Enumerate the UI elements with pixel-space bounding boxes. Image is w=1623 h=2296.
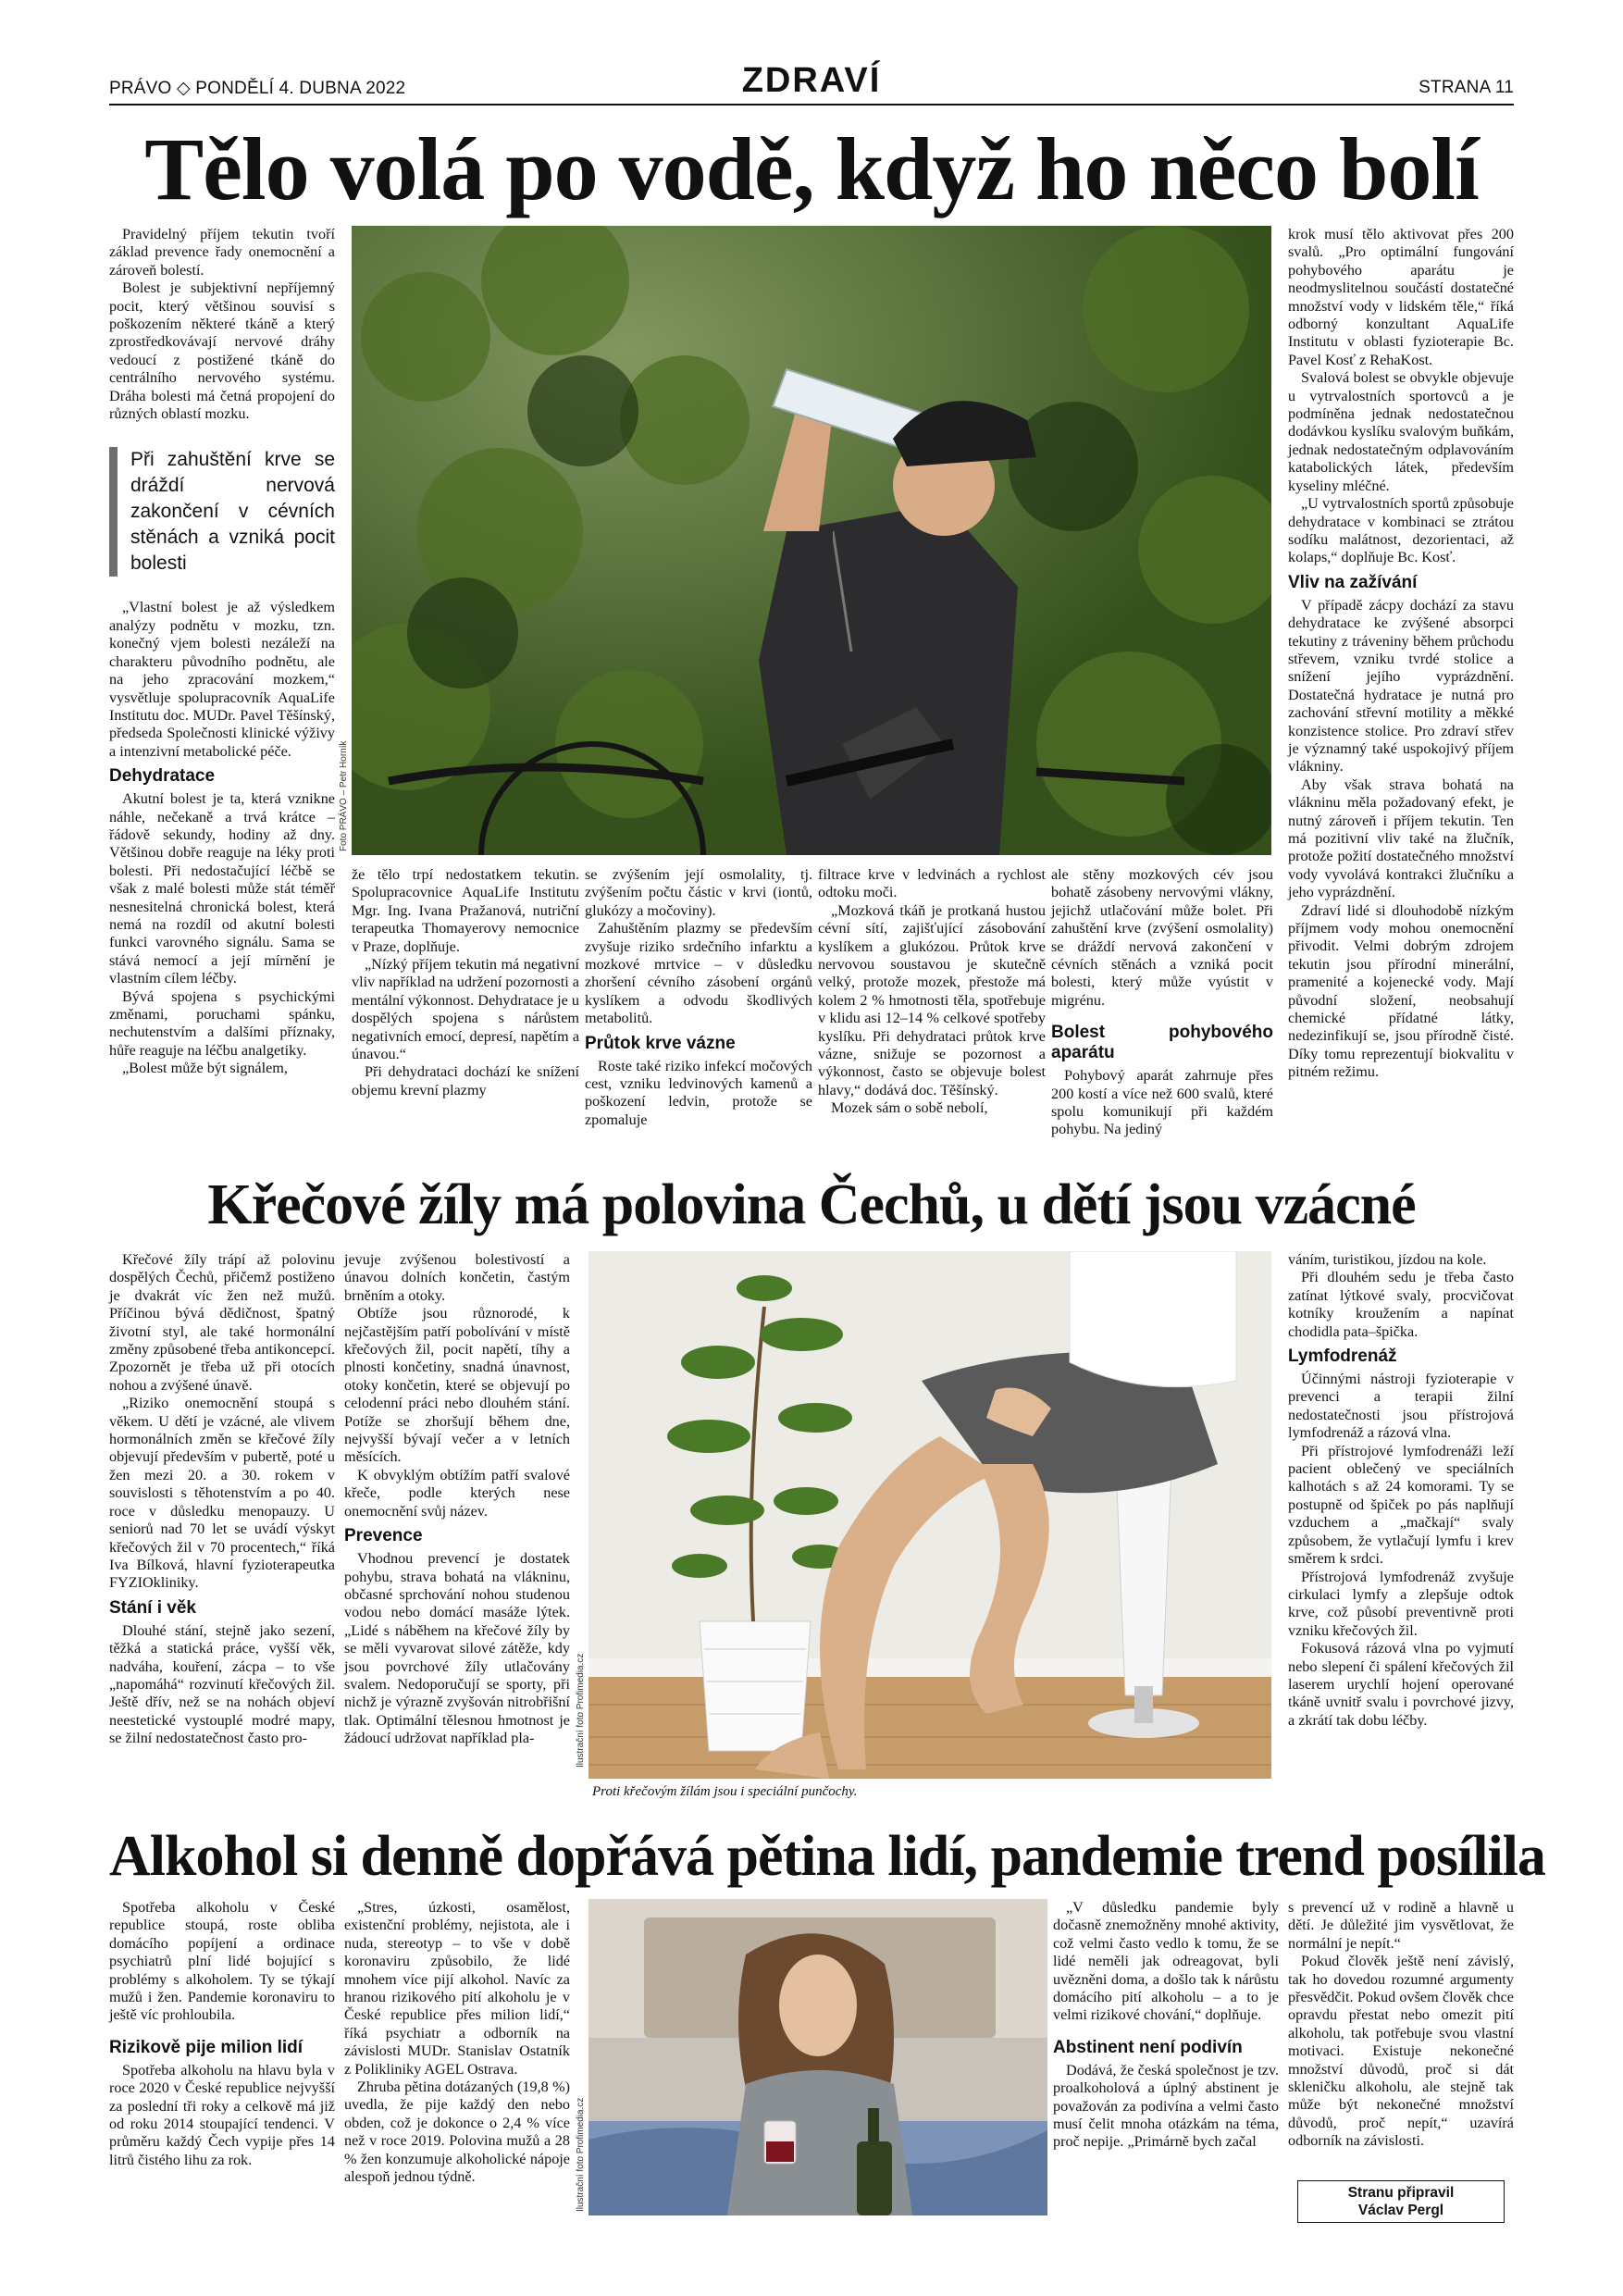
article1-paragraph: „Nízký příjem tekutin má negativní vliv například na udržení pozornosti a mentální výkonnost. Dehydratace je u dospělých spojena s nárůstem negativních emocí, depresí, napětím a únavou.“	[352, 956, 579, 1063]
author-box	[1297, 2180, 1505, 2223]
article1-paragraph: Bývá spojena s psychickými změnami, poruchami spánku, nechutenstvím a dalšími příznaky, hůře reaguje na léčbu analgetiky.	[109, 987, 335, 1059]
subheading: Bolest pohybového aparátu	[1051, 1023, 1273, 1063]
article2-paragraph: Při přístrojové lymfodrenáži leží pacient oblečený ve speciálních kalhotách s až 24 komorami. Ty se postupně od špiček po pás naplňují vzduchem a „mačkají“ svaly způsobem, že vytlačují lymfu i krev směrem k srdci.	[1288, 1442, 1514, 1568]
article2-paragraph: „Riziko onemocnění stoupá s věkem. U dětí je vzácné, ale vlivem hormonálních změn se křečové žíly objevují především v pubertě, poté u žen mezi 20. a 30. rokem v souvislosti s těhotenstvím a po 40. roce v důsledku menopauzy. U seniorů nad 70 let se uvádí výskyt křečových žil v 70 procentech,“ říká Iva Bílková, hlavní fyzioterapeutka FYZIOkliniky.	[109, 1395, 335, 1592]
article1-paragraph: V případě zácpy dochází za stavu dehydratace ke zvýšené absorpci tekutiny z tráveniny během průchodu střevem, vzniku tvrdé stolice a snížení jejího vyprázdnění. Dostatečná hydratace je nutná pro zachování střevní motility a měkké konzistence stolice. Pro zdraví střev je významný také uspokojivý příjem vlákniny.	[1288, 596, 1514, 776]
article2-title: Křečové žíly má polovina Čechů, u dětí jsou vzácné	[207, 1173, 1416, 1236]
subheading: Lymfodrenáž	[1288, 1347, 1397, 1367]
article3-col4	[1288, 1899, 1514, 2151]
article1-paragraph: Zahuštěním plazmy se především zvyšuje riziko srdečního infarktu a mozkové mrtvice – v důsledku zhoršení cévního zásobení orgánů kyslíkem a odvodu škodlivých metabolitů.	[585, 920, 812, 1027]
article1-paragraph: „Bolest může být signálem,	[122, 1060, 288, 1077]
cyclist-photo	[352, 226, 1271, 855]
photo-credit: Ilustrační foto Profimedia.cz	[576, 2097, 586, 2212]
article1-paragraph: Zdraví lidé si dlouhodobě nízkým příjmem vody mohou onemocnění přivodit. Velmi dobrým zdrojem tekutin jsou přírodní minerální, pramenité a kojenecké vody. Mají původní složení, neobsahují chemické přídatné látky, nedezinfikují se, jsou přírodně čisté. Díky tomu reprezentují biokvalitu v pitném režimu.	[1288, 901, 1514, 1081]
article1-col5	[1051, 866, 1273, 1139]
page-number: STRANA 11	[1419, 78, 1514, 97]
article1-col1	[109, 226, 335, 1078]
article1-paragraph: Bolest je subjektivní nepříjemný pocit, který většinou souvisí s poškozením některé tkáně a který zprostředkovávají nervové dráhy vedoucí z postižené tkáně do centrálního nervového systému. Dráha bolesti má četná propojení do různých oblastí mozku.	[109, 279, 335, 423]
article1-paragraph: „U vytrvalostních sportů způsobuje dehydratace v kombinaci se ztrátou sodíku malátnost, dezorientaci, až kolaps,“ doplňuje Bc. Kosť.	[1288, 495, 1514, 566]
subheading: Průtok krve vázne	[585, 1033, 736, 1053]
article1-paragraph: Aby však strava bohatá na vlákninu měla požadovaný efekt, je nutný zároveň i příjem tekutin. Ten má pozitivní vliv také na žlučník, protože požití dostatečného množství vody vyvolává kontrakci žlučníku a jeho vyprázdnění.	[1288, 776, 1514, 901]
article1-title: Tělo volá po vodě, když ho něco bolí	[144, 119, 1479, 218]
header-rule	[109, 104, 1514, 105]
subheading: Dehydratace	[109, 766, 216, 787]
article1-lead: Pravidelný příjem tekutin tvoří základ prevence řady onemocnění a zároveň bolestí.	[109, 226, 335, 279]
stockings-illustration	[588, 1251, 1271, 1779]
article3-col1	[109, 1899, 335, 2169]
article1-paragraph: krok musí tělo aktivovat přes 200 svalů. „Pro optimální fungování pohybového aparátu je neodmyslitelnou součástí dostatečné množství vody v lidském těle,“ říká odborný konzultant AquaLife Institutu v oblasti fyzioterapie Bc. Pavel Kosť z RehaKost.	[1288, 226, 1514, 368]
photo-credit: Foto PRÁVO – Petr Horník	[339, 740, 349, 851]
article1-paragraph: „Vlastní bolest je až výsledkem analýzy podnětu v mozku, tzn. konečný vjem bolesti nezáleží na charakteru původního podnětu, ale na jeho zpracování mozkem,“ vysvětluje spolupracovník AquaLife Institutu doc. MUDr. Pavel Těšínský, předseda Společnosti klinické výživy a intenzivní metabolické péče.	[109, 599, 335, 760]
article3-title: Alkohol si denně dopřává pětina lidí, pandemie trend posílila	[109, 1825, 1545, 1888]
cyclist-illustration	[352, 226, 1271, 855]
article3-paragraph: Spotřeba alkoholu v České republice stoupá, roste obliba domácího popíjení a ordinace psychiatrů plní lidé bojující s problémy s alkoholem. Ty se týkají mužů i žen. Pandemie koronaviru to ještě víc prohloubila.	[109, 1899, 335, 2024]
article2-paragraph: Dlouhé stání, stejně jako sezení, těžká a statická práce, vyšší věk, nadváha, kouření, zácpa – to vše „napomáhá“ rozvinutí křečových žil. Ještě dřív, než se na nohách objeví neestetické vystouplé modré mapy, se žilní nedostatečnost často pro-	[109, 1621, 335, 1747]
subheading: Abstinent není podivín	[1053, 2037, 1243, 2057]
article1-paragraph: Mozek sám o sobě nebolí,	[831, 1099, 988, 1117]
author-name: Václav Pergl	[1357, 2203, 1444, 2218]
pull-quote: Při zahuštění krve se dráždí nervová zakončení v cévních stěnách a vzniká pocit bolesti	[109, 447, 335, 577]
article3-paragraph: Spotřeba alkoholu na hlavu byla v roce 2020 v České republice nejvyšší za poslední tři roky a celkově má již od roku 2014 stoupající tendenci. V průměru každý Čech vypije přes 14 litrů čistého lihu za rok.	[109, 2061, 335, 2168]
photo-caption: Proti křečovým žílám jsou i speciální punčochy.	[592, 1784, 858, 1799]
article2-paragraph: Obtíže jsou různorodé, k nejčastějším patří pobolívání v místě křečových žil, pocit napětí, tíhy a plnosti končetiny, snadná únavnost, otoky končetin, které se objevují po celodenní práci nebo dlouhém stání. Potíže se zhoršují během dne, nejvyšší bývají večer a v letních měsících.	[344, 1305, 570, 1466]
article1-paragraph: se zvýšením její osmolality, tj. zvýšením počtu částic v krvi (iontů, glukózy a močoviny).	[585, 866, 812, 919]
subheading: Vliv na zažívání	[1288, 572, 1418, 592]
article3-col3	[1053, 1899, 1279, 2152]
article3-paragraph: Zhruba pětina dotázaných (19,8 %) uvedla, že pije každý den nebo obden, což je dokonce o 2,4 % více než v roce 2019. Polovina mužů a 28 % žen konzumuje alkoholické nápoje alespoň jednou týdně.	[344, 2079, 570, 2186]
subheading: Rizikově pije milion lidí	[109, 2037, 304, 2057]
article1-paragraph: ale stěny mozkových cév jsou bohatě zásobeny nervovými vlákny, jejichž utlačování může bolet. Při zahuštění krve (zvýšení osmolality) se dráždí nervová zakončení v cévních stěnách a vzniká pocit bolesti, který může vyústit v migrénu.	[1051, 866, 1273, 1009]
article2-paragraph: Fokusová rázová vlna po vyjmutí nebo slepení či spálení křečových žil laserem urychlí hojení operované tkáně uvnitř svalu i povrchové jizvy, a zkrátí tak dobu léčby.	[1288, 1640, 1514, 1729]
subheading: Prevence	[344, 1526, 423, 1546]
alcohol-photo	[588, 1899, 1047, 2215]
article2-paragraph: Křečové žíly trápí až polovinu dospělých Čechů, přičemž postiženo je dvakrát víc žen než mužů. Příčinou bývá dědičnost, špatný životní styl, ale také hormonální změny způsobené třeba antikoncepcí. Zpozornět je třeba už při otocích nohou a zvýšené únavě.	[109, 1251, 335, 1394]
article1-col4	[818, 866, 1046, 1118]
section-rubric: ZDRAVÍ	[741, 61, 882, 100]
article3-col2	[344, 1899, 570, 2187]
article2-paragraph: K obvyklým obtížím patří svalové křeče, podle kterých nese onemocnění svůj název.	[344, 1466, 570, 1520]
article1-paragraph: Pohybový aparát zahrnuje přes 200 kostí a více než 600 svalů, které spolu komunikují při každém pohybu. Na jediný	[1051, 1067, 1273, 1138]
article1-paragraph: Roste také riziko infekcí močových cest, vzniku ledvinových kamenů a poškození ledvin, protože se zpomaluje	[585, 1057, 812, 1128]
article3-paragraph: Pokud člověk ještě není závislý, tak ho dovedou rozumné argumenty přesvědčit. Pokud ovšem člověk chce opravdu přestat nebo omezit pití alkoholu, tak potřebuje svou vlastní motivaci. Existuje nekonečné množství důvodů, proč si dát skleničku alkoholu, ale stejně tak může být nekonečné množství důvodů, proč nepít,“ uzavírá odborník na závislosti.	[1288, 1953, 1514, 2150]
article2-col1	[109, 1251, 335, 1748]
article3-paragraph: s prevencí už v rodině a hlavně u dětí. Je důležité jim vysvětlovat, že normální je nepít.“	[1288, 1899, 1514, 1952]
article1-paragraph: filtrace krve v ledvinách a rychlost odtoku moči.	[818, 866, 1046, 901]
author-box-label: Stranu připravil	[1347, 2185, 1455, 2201]
stockings-photo	[588, 1251, 1271, 1779]
article2-col2	[344, 1251, 570, 1748]
article2-paragraph: jevuje zvýšenou bolestivostí a únavou dolních končetin, častým brněním a otoky.	[344, 1251, 570, 1304]
article2-paragraph: Při dlouhém sedu je třeba často zatínat lýtkové svaly, procvičovat kotníky kroužením a napínat chodidla pata–špička.	[1288, 1269, 1514, 1340]
photo-credit: Ilustrační foto Profimedia.cz	[576, 1653, 586, 1768]
article3-paragraph: „V důsledku pandemie byly dočasně znemožněny mnohé aktivity, což velmi často vedlo k tomu, že se lidé neměli jak odreagovat, byli uvězněni doma, a došlo tak k nárůstu domácího pití alkoholu – a to je velmi rizikové chování,“ doplňuje.	[1053, 1899, 1279, 2024]
article1-col3	[585, 866, 812, 1129]
article1-paragraph: Akutní bolest je ta, která vznikne náhle, nečekaně a trvá krátce – řádově sekundy, hodiny až dny. Většinou dobře reaguje na léky proti bolesti. Při nedostačující léčbě se však z malé bolesti může stát téměř nesnesitelná chronická bolest, která nemá na rozdíl od akutní bolesti funkci varovného signálu. Sama se stává nemocí a její mírnění je vlastním cílem léčby.	[109, 790, 335, 987]
article1-paragraph: Svalová bolest se obvykle objevuje u vytrvalostních sportovců a je podmíněna jednak nedostatečnou dodávkou kyslíku svalovým buňkám, jednak nedostatečným odplavováním katabolických látek, především kyseliny mléčné.	[1288, 369, 1514, 494]
article1-right-col	[1288, 226, 1514, 1082]
article2-paragraph: Přístrojová lymfodrenáž zvyšuje cirkulaci lymfy a zlepšuje odtok krve, což působí preventivně proti vzniku křečových žil.	[1288, 1568, 1514, 1639]
article3-paragraph: „Stres, úzkosti, osamělost, existenční problémy, nejistota, ale i nuda, stereotyp – to vše v době koronaviru způsobilo, že lidé mnohem více pijí alkohol. Navíc za hranou rizikového pití alkoholu je v České republice přes milion lidí,“ říká psychiatr a odborník na závislosti MUDr. Stanislav Ostatník z Polikliniky AGEL Ostrava.	[344, 1899, 570, 2078]
article3-paragraph: Dodává, že česká společnost je tzv. proalkoholová a úplný abstinent je považován za podivína a velmi často musí čelit mnoha otázkám na téma, proč nepije. „Primárně bych začal	[1053, 2061, 1279, 2151]
article1-paragraph: že tělo trpí nedostatkem tekutin. Spolupracovnice AquaLife Institutu Mgr. Ing. Ivana Pražanová, nutriční terapeutka Thomayerovy nemocnice v Praze, doplňuje.	[352, 866, 579, 955]
article1-paragraph: „Mozková tkáň je protkaná hustou cévní sítí, zajišťující zásobování kyslíkem a glukózou. Průtok krve nervovou soustavou je skutečně velký, protože mozek, přestože má kolem 2 % hmotnosti těla, spotřebuje v klidu asi 12–14 % celkové spotřeby kyslíku. Při dehydrataci průtok krve vázne, snižuje se pozornost a výkonnost, často se objevuje bolest hlavy,“ dodává doc. Těšínský.	[818, 901, 1046, 1098]
article2-right-col	[1288, 1251, 1514, 1730]
woman-with-wine-illustration	[588, 1899, 1047, 2215]
article1-paragraph: Při dehydrataci dochází ke snížení objemu krevní plazmy	[352, 1063, 579, 1098]
article1-col2	[352, 866, 579, 1099]
article2-paragraph: Účinnými nástroji fyzioterapie v prevenci a terapii žilní nedostatečnosti jsou přístrojová lymfodrenáž a rázová vlna.	[1288, 1371, 1514, 1442]
article2-paragraph: Vhodnou prevencí je dostatek pohybu, strava bohatá na vlákninu, občasné sprchování nohou studenou vodou nebo domácí masáže lýtek. „Lidé s náběhem na křečové žíly by se měli vyvarovat silové zátěže, kdy jsou povrchové žíly utlačovány svalem. Nedoporučují se sporty, při nichž je výrazně zvyšován nitrobřišní tlak. Optimální tělesnou hmotnost je žádoucí udržovat například pla-	[344, 1550, 570, 1747]
page-header-date: PRÁVO ◇ PONDĚLÍ 4. DUBNA 2022	[109, 79, 406, 98]
subheading: Stání i věk	[109, 1597, 196, 1618]
article2-paragraph: váním, turistikou, jízdou na kole.	[1288, 1251, 1487, 1268]
